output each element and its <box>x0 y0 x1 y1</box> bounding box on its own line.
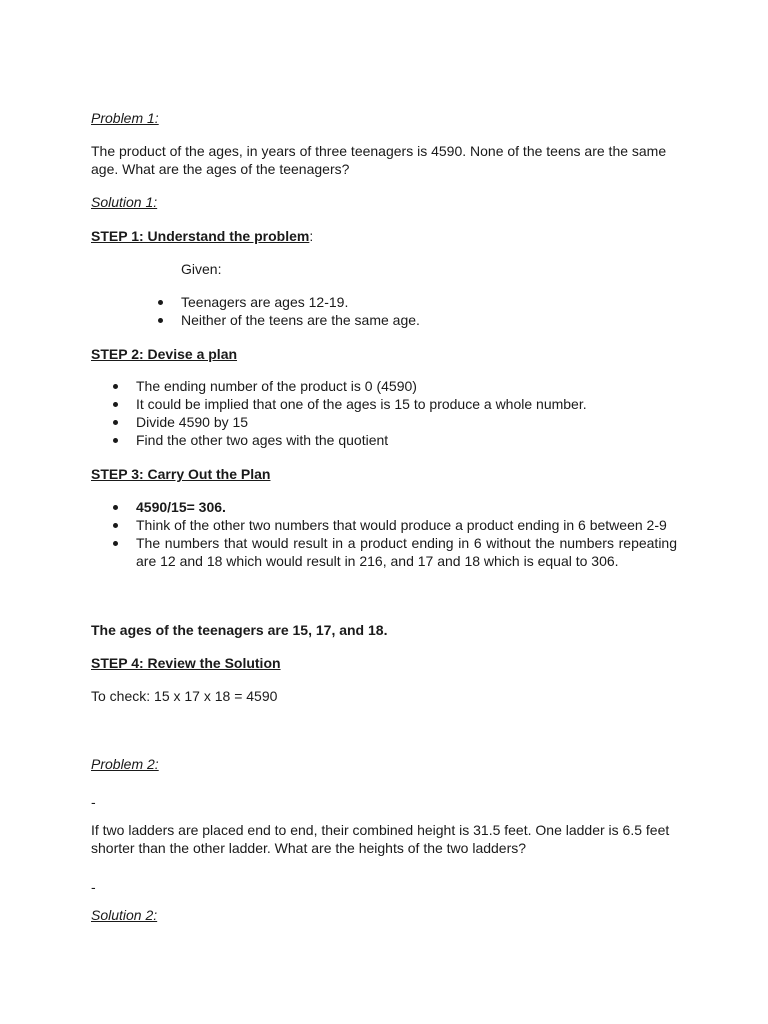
bullet-icon <box>113 420 118 425</box>
given-label: Given: <box>181 261 222 277</box>
check-line: To check: 15 x 17 x 18 = 4590 <box>91 688 278 704</box>
step-3-heading <box>91 465 270 483</box>
given-list <box>91 293 677 329</box>
step-2-list <box>91 377 677 449</box>
bullet-icon <box>113 384 118 389</box>
bullet-icon <box>113 523 118 528</box>
solution-2-heading: Solution 2: <box>91 907 158 923</box>
bullet-icon <box>113 438 118 443</box>
bullet-icon <box>158 300 163 305</box>
bullet-icon <box>158 318 163 323</box>
list-item: Teenagers are ages 12-19. <box>91 293 677 311</box>
problem-2-heading: Problem 2: <box>91 756 159 772</box>
answer-1: The ages of the teenagers are 15, 17, and 18. <box>91 622 388 638</box>
bullet-icon <box>113 541 118 546</box>
list-item: Divide 4590 by 15 <box>91 413 677 431</box>
list-item: Neither of the teens are the same age. <box>91 311 677 329</box>
problem-2-dash-1: - <box>91 794 96 810</box>
list-item: The ending number of the product is 0 (4590) <box>91 377 677 395</box>
problem-1-text: The product of the ages, in years of three teenagers is 4590. None of the teens are the same age. What are the ages of the teenagers? <box>91 143 667 177</box>
bullet-icon <box>113 505 118 510</box>
step-1-heading <box>91 227 313 245</box>
solution-1-heading: Solution 1: <box>91 194 158 210</box>
step-1-colon: : <box>309 228 314 244</box>
list-item: The numbers that would result in a product ending in 6 without the numbers repeating are 12 and 18 which would result in 216, and 17 and 18 which is equal to 306. <box>91 534 677 570</box>
step-3-list <box>91 498 677 570</box>
list-item: Find the other two ages with the quotient <box>91 431 677 449</box>
problem-2-text: If two ladders are placed end to end, their combined height is 31.5 feet. One ladder is 6.5 feet shorter than the other ladder. What are the heights of the two ladders? <box>91 822 670 856</box>
problem-2-dash-2: - <box>91 879 96 895</box>
step-4-heading <box>91 654 281 672</box>
step-2-title: STEP 2: Devise a plan <box>91 346 238 362</box>
list-item: 4590/15= 306. <box>91 498 677 516</box>
problem-1-heading: Problem 1: <box>91 110 159 126</box>
step-4-title: STEP 4: Review the Solution <box>91 655 281 671</box>
list-item: It could be implied that one of the ages is 15 to produce a whole number. <box>91 395 677 413</box>
bullet-icon <box>113 402 118 407</box>
step-1-title: STEP 1: Understand the problem <box>91 228 310 244</box>
step-3-title: STEP 3: Carry Out the Plan <box>91 466 271 482</box>
list-item: Think of the other two numbers that would produce a product ending in 6 between 2-9 <box>91 516 677 534</box>
step-2-heading <box>91 345 237 363</box>
